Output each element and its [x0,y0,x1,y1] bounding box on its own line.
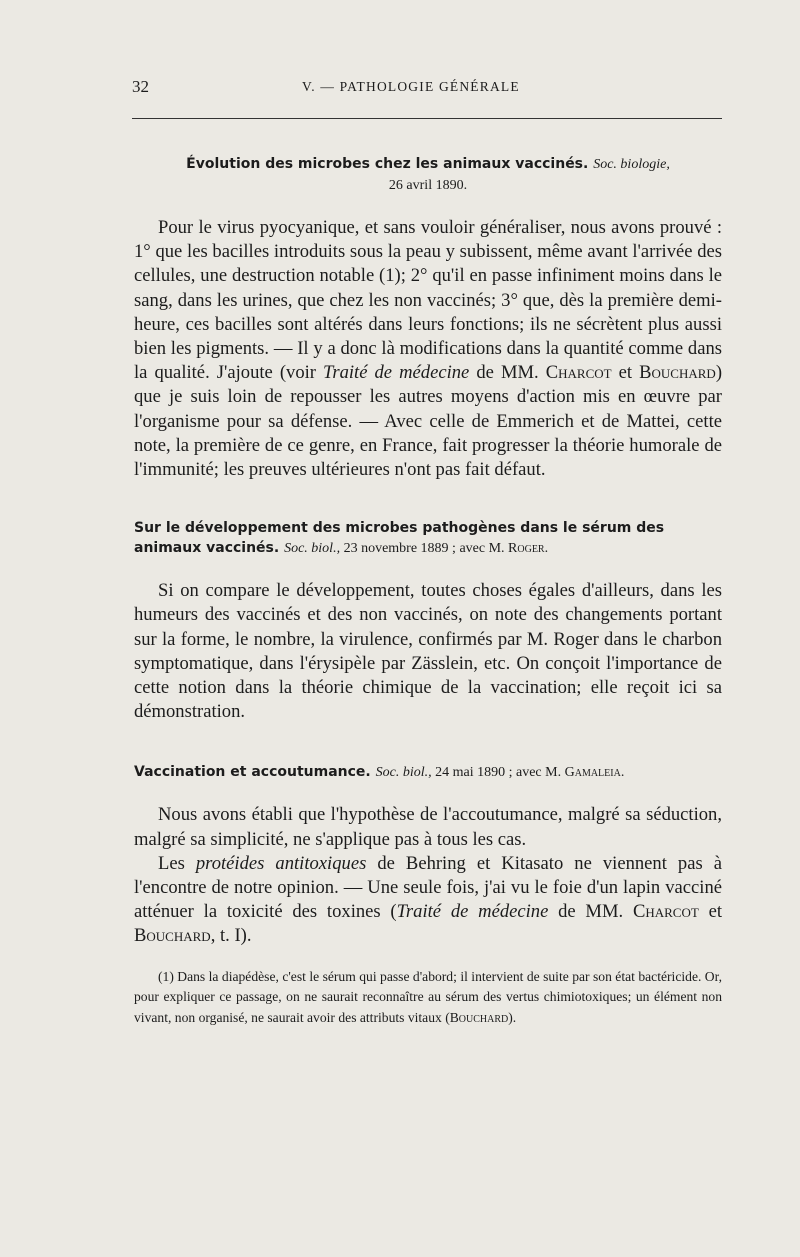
footnote-author: Bouchard [449,1009,509,1025]
body-text: Les [158,852,196,874]
author-name: Bouchard [134,925,211,947]
running-title: V. — PATHOLOGIE GÉNÉRALE [302,79,520,94]
reference-journal: Soc. biol., [284,541,341,557]
body-text: de Behring et Kitasato ne viennent pas à l'encontre de notre opinion. — Une seule fois, j'ai vu le foie d'un lapin vacciné atténuer la toxicité des toxines ( [134,852,722,923]
section-body-vaccination-p1: Nous avons établi que l'hypothèse de l'accoutumance, malgré sa séduction, malgré sa simplicité, ne s'applique pas à tous les cas. [134,804,722,850]
body-text: , t. I). [210,925,252,947]
header-rule [132,118,722,119]
section-body-evolution [134,216,722,482]
footnote-end: ). [508,1009,517,1025]
section-reference [593,157,670,172]
reference-date: 23 novembre 1889 ; avec M. [343,541,505,557]
body-italic: protéides antitoxiques [195,852,367,874]
section-body-developpement: Si on compare le développement, toutes choses égales d'ailleurs, dans les humeurs des vaccinés et des non vaccinés, on note des changements portant sur la forme, le nombre, la virulence, confirmés par M. Roger dans le charbon symptomatique, dans l'érysipèle par Zässlein, etc. On conçoit l'importance de cette notion dans la théorie chimique de la vaccination; elle reçoit ici sa démonstration. [134,580,722,723]
section-title-text: Évolution des microbes chez les animaux vaccinés. [186,156,589,172]
section-title-developpement [134,518,722,559]
body-text: ) que je suis loin de repousser les autres moyens d'action mis en œuvre par l'organisme pour sa défense. — Avec celle de Emmerich et de Mattei, cette note, la première de ce genre, en France, fait progresser la théorie humorale de l'immunité; les preuves ultérieures n'ont pas fait défaut. [134,362,723,481]
section-title-vaccination [134,762,722,783]
body-text: de MM. [469,362,546,384]
reference-date: 24 mai 1890 ; avec M. [435,765,562,781]
reference-journal: Soc. biologie, [593,157,670,172]
page-content [134,150,722,1028]
footnote-text: (1) Dans la diapédèse, c'est le sérum qui passe d'abord; il intervient de suite par son état bactéricide. Or, pour expliquer ce passage, on ne saurait reconnaître au sérum des vertus chimiotoxiques; un élément non vivant, non organisé, ne saurait avoir des attributs vitaux ( [134,968,722,1025]
page-number: 32 [132,77,149,96]
body-italic: Traité de médecine [323,362,470,384]
reference-author: Roger. [508,541,549,557]
body-text: Pour le virus pyocyanique, et sans vouloir généraliser, nous avons prouvé : 1° que les bacilles introduits sous la peau y subissent, même avant l'arrivée des cellules, une destruction notable (1); 2° qu'il en passe infiniment moins dans le sang, dans les urines, que chez les non vaccinés; 3° que, dès la première demi-heure, ces bacilles sont altérés dans leurs fonctions; ils ne sécrètent plus aussi bien les pigments. — Il y a donc là modifications dans la quantité comme dans la qualité. J'ajoute (voir [134,217,722,384]
footnote [134,967,722,1029]
author-name: Charcot [545,362,612,384]
reference-date: 26 avril 1890. [388,178,468,193]
body-text: de MM. [548,901,633,923]
section-body-vaccination-p2 [134,852,722,949]
body-text: et [611,362,640,384]
author-name: Charcot [632,901,699,923]
body-italic: Traité de médecine [396,901,549,923]
section-reference [284,541,548,556]
section-title-text: Vaccination et accoutumance. [134,764,371,781]
author-name: Bouchard [639,362,716,384]
section-reference [376,765,625,780]
section-title-evolution [134,154,722,196]
body-text: et [698,901,722,923]
section-title-text: Sur le développement des microbes pathogènes dans le sérum des animaux vaccinés. [134,520,665,557]
reference-author: Gamaleia. [564,765,625,781]
reference-journal: Soc. biol., [375,765,432,781]
